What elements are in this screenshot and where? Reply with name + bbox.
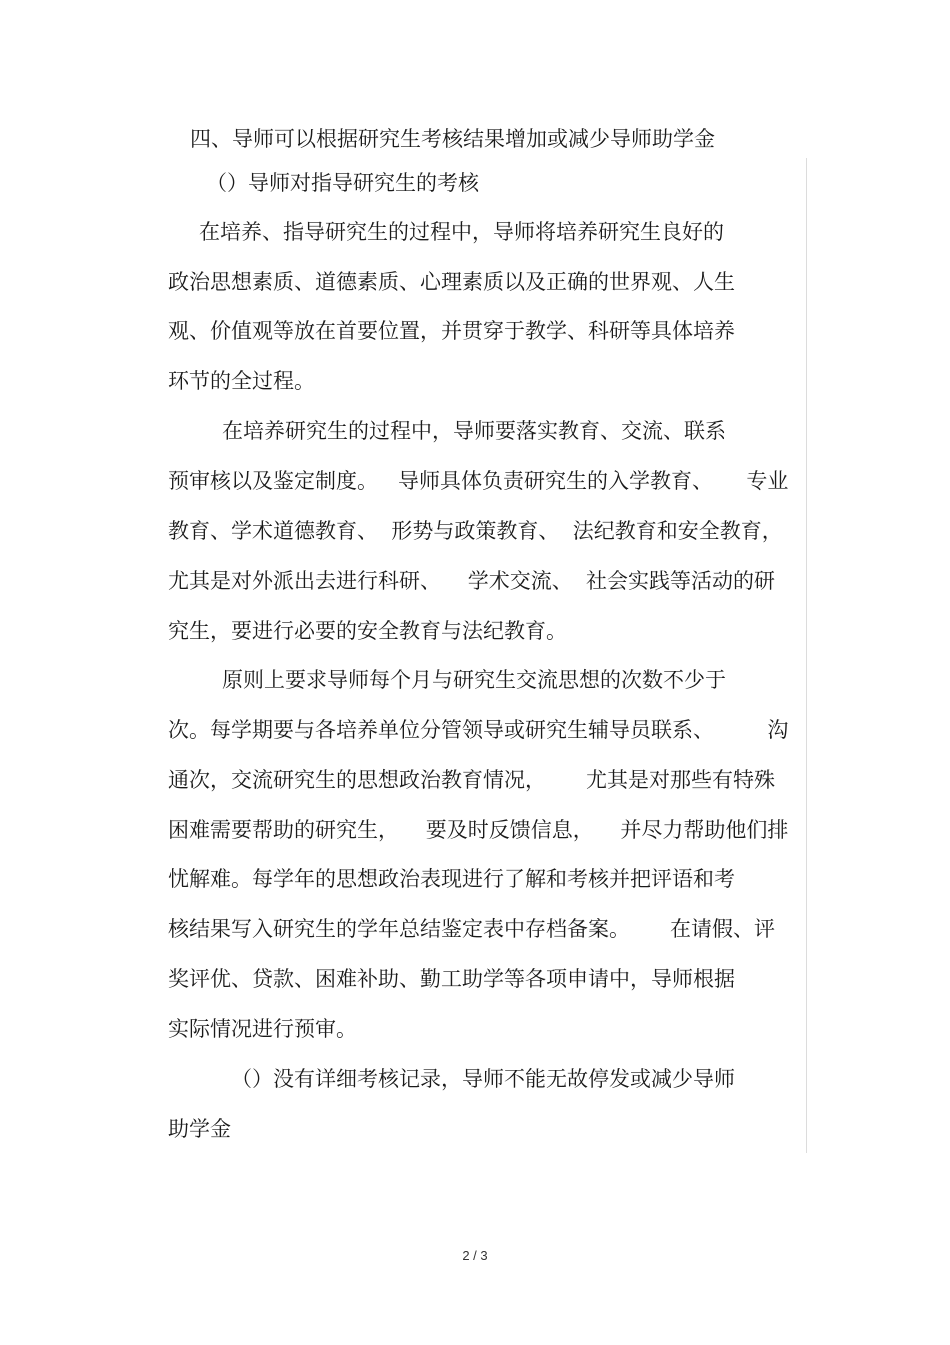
paragraph-2-line-3: 教育、学术道德教育、 形势与政策教育、 法纪教育和安全教育， xyxy=(168,519,783,543)
paragraph-2-line-5: 究生，要进行必要的安全教育与法纪教育。 xyxy=(168,619,567,643)
subsection-heading-1: （）导师对指导研究生的考核 xyxy=(206,171,479,195)
paragraph-2-line-2: 预审核以及鉴定制度。 导师具体负责研究生的入学教育、 专业 xyxy=(168,469,789,493)
paragraph-1-line-2: 政治思想素质、道德素质、心理素质以及正确的世界观、人生 xyxy=(168,270,735,294)
paragraph-3-line-4: 困难需要帮助的研究生， 要及时反馈信息， 并尽力帮助他们排 xyxy=(168,818,789,842)
paragraph-1-line-3: 观、价值观等放在首要位置，并贯穿于教学、科研等具体培养 xyxy=(168,319,735,343)
paragraph-3-line-5: 忧解难。每学年的思想政治表现进行了解和考核并把评语和考 xyxy=(168,867,735,891)
margin-rule xyxy=(806,158,807,1153)
page-number: 2 / 3 xyxy=(462,1248,488,1263)
paragraph-2-line-1: 在培养研究生的过程中，导师要落实教育、交流、联系 xyxy=(222,419,726,443)
paragraph-2-line-4: 尤其是对外派出去进行科研、 学术交流、 社会实践等活动的研 xyxy=(168,569,776,593)
paragraph-3-line-3: 通次，交流研究生的思想政治教育情况， 尤其是对那些有特殊 xyxy=(168,768,776,792)
paragraph-3-line-6: 核结果写入研究生的学年总结鉴定表中存档备案。 在请假、评 xyxy=(168,917,776,941)
subsection-heading-2-line-2: 助学金 xyxy=(168,1117,231,1141)
paragraph-3-line-1: 原则上要求导师每个月与研究生交流思想的次数不少于 xyxy=(222,668,726,692)
paragraph-1-line-1: 在培养、指导研究生的过程中，导师将培养研究生良好的 xyxy=(199,220,724,244)
paragraph-1-line-4: 环节的全过程。 xyxy=(168,369,315,393)
paragraph-3-line-7: 奖评优、贷款、困难补助、勤工助学等各项申请中，导师根据 xyxy=(168,967,735,991)
paragraph-3-line-8: 实际情况进行预审。 xyxy=(168,1017,357,1041)
paragraph-3-line-2: 次。每学期要与各培养单位分管领导或研究生辅导员联系、 沟 xyxy=(168,718,789,742)
subsection-heading-2-line-1: （）没有详细考核记录，导师不能无故停发或减少导师 xyxy=(231,1067,735,1091)
section-heading: 四、导师可以根据研究生考核结果增加或减少导师助学金 xyxy=(190,127,715,151)
